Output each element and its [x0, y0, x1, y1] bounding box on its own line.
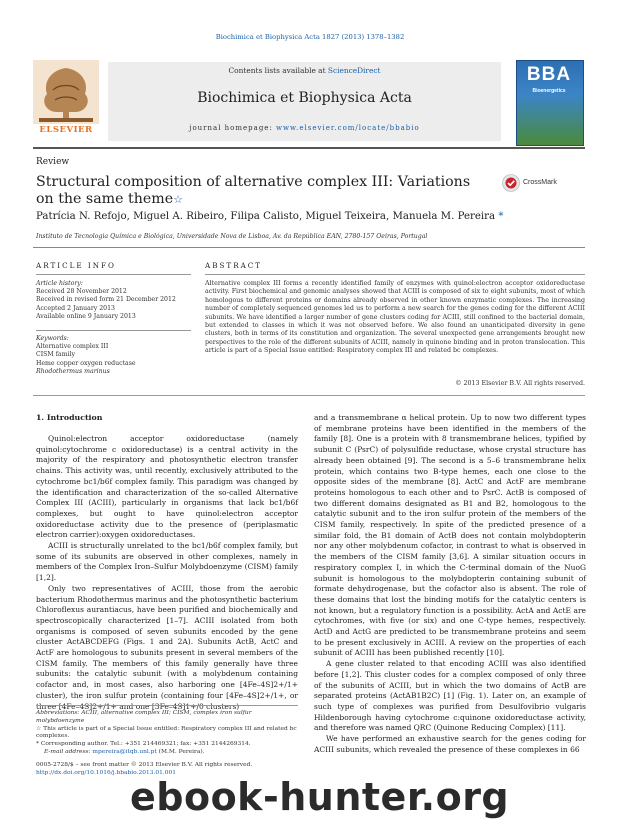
body-column-left — [36, 434, 298, 712]
corresponding-author-note — [36, 741, 298, 749]
history-item: Accepted 2 January 2013 — [36, 304, 115, 312]
body-paragraph: ACIII is structurally unrelated to the bc1/b6f complex family, but some of its subunits are observed in other complexes, namely in members of the Complex Iron–Sulfur Molybdoenzyme (CISM) family [1,2]. — [36, 541, 298, 583]
title-text: Structural composition of alternative complex III: Variations on the same theme — [36, 174, 471, 207]
history-item: Received in revised form 21 December 2012 — [36, 296, 176, 304]
corresponding-author-marker[interactable]: * — [498, 211, 504, 222]
abbreviations-note: Abbreviations: ACIII, alternative complex III; CISM, complex iron sulfur molybdoenzyme — [36, 710, 252, 724]
history-item: Received 28 November 2012 — [36, 288, 127, 296]
issn-line: 0005-2728/$ – see front matter © 2013 Elsevier B.V. All rights reserved. — [36, 762, 253, 768]
author-affiliation: Instituto de Tecnologia Química e Biológica, Universidade Nova de Lisboa, Av. da República EAN, 2780-157 Oeiras, Portugal — [36, 233, 428, 240]
keyword: Heme copper oxygen reductase — [36, 359, 136, 367]
article-section-label: Review — [36, 157, 70, 167]
author-list — [36, 211, 503, 222]
special-issue-text: This article is part of a Special Issue entitled: Respiratory complex III and related bc complexes. — [36, 725, 297, 740]
history-heading: Article history: — [36, 280, 83, 287]
article-history — [36, 280, 196, 321]
sciencedirect-link[interactable]: ScienceDirect — [327, 66, 381, 75]
introduction-heading: 1. Introduction — [36, 413, 103, 422]
footnotes — [36, 710, 298, 757]
article-info-rule — [36, 274, 191, 275]
corresponding-text: Corresponding author. Tel.: +351 214469321; fax: +351 2144269314. — [40, 741, 251, 748]
history-item: Available online 9 January 2013 — [36, 312, 136, 320]
article-title — [36, 174, 486, 208]
header-rule — [33, 147, 585, 149]
body-paragraph: and a transmembrane α helical protein. Up to now two different types of membrane proteins have been identified in the members of the family [8]. One is a protein with 8 transmembrane helices, typified by subunit C (PsrC) of polysulfide reductase, whose crystal structure has already been obtained [9]. The second is a 5–6 transmembrane helix protein, which contains two B-type hemes, each one close to the opposite sides of the membrane [8]. ActC and ActF are membrane proteins homologous to each other and to PsrC. ActB is composed of two different domains designated as B1 and B2, homologous to the catalytic subunit and to the iron sulfur protein of the members of the CISM family, respectively. In spite of the predicted presence of a similar fold, the B1 domain of ActB does not contain molybdopterin nor any other molybdenum cofactor, in contrast to what is observed in the members of the CISM family [3,6]. A similar situation occurs in respiratory complex I, in which the C-terminal domain of the NuoG subunit is homologous to the molybdopterin containing subunit of formate dehydrogenase, but the cofactor also is absent. The role of these domains that lost the binding motifs for the catalytic centers is not known, but a regulatory function is a possibility. ActA and ActE are cytochromes, with five (or six) and one C-type hemes, respectively. ActD and ActG are predicted to be transmembrane proteins and seem to be present exclusively in ACIII. A review on the properties of each subunit of ACIII has been published recently [10]. — [314, 413, 586, 658]
watermark-text: ebook-hunter.org — [130, 775, 510, 819]
email-note — [36, 749, 298, 757]
article-info-heading: ARTICLE INFO — [36, 261, 116, 270]
special-issue-note — [36, 726, 298, 742]
contents-prefix: Contents lists available at — [228, 66, 328, 75]
homepage-prefix: journal homepage: — [189, 124, 277, 132]
email-prefix: E-mail address: — [44, 748, 93, 755]
footnote-star-marker: ☆ — [36, 725, 44, 732]
body-paragraph: A gene cluster related to that encoding ACIII was also identified before [1,2]. This cluster codes for a complex composed of only three of the subunits of ACIII, but in which the two domains of ActB are separated proteins (ActAB1B2C) [1] (Fig. 1). Later on, an example of such type of complexes was purified from Desulfovibrio vulgaris Hildenborough having cytochrome c:quinone oxidoreductase activity, and therefore was named QRC (Quinone Reducing Complex) [11]. — [314, 659, 586, 733]
email-link[interactable]: mpereira@itqb.unl.pt — [92, 748, 157, 755]
body-paragraph: We have performed an exhaustive search for the genes coding for ACIII subunits, which revealed the presence of these complexes in 66 — [314, 734, 586, 754]
cover-title: BBA — [526, 64, 572, 85]
abstract-copyright: © 2013 Elsevier B.V. All rights reserved. — [455, 380, 585, 387]
email-suffix: (M.M. Pereira). — [156, 748, 205, 755]
abstract-text: Alternative complex III forms a recently identified family of enzymes with quinol:electron acceptor oxidoreductase activity. First biochemical and genomic analyses showed that ACIII is composed of six to eight subunits, most of which homologous to different proteins or domains already observed in other known enzymatic complexes. The increasing number of completely sequenced genomes led us to perform a new search for the genes coding for the different ACIII subunits. We have identified a larger number of gene clusters coding for ACIII, still confined to the bacterial domain, but extended to classes in which it was not observed before. We also found an unanticipated diversity in gene clusters, both in terms of its constitution and organization. The several unexpected gene arrangements brought new perspectives to the role of the different subunits of ACIII, namely in quinone binding and in proton translocation. This article is part of a Special Issue entitled: Respiratory complex III and related bc complexes. — [205, 280, 585, 355]
keyword: Rhodothermus marinus — [36, 367, 110, 375]
footnote-rule — [36, 705, 298, 706]
keywords-block — [36, 335, 196, 376]
crossmark-label[interactable]: CrossMark — [523, 179, 557, 186]
abstract-rule — [205, 274, 585, 275]
body-rule — [33, 395, 585, 396]
doi-link[interactable]: http://dx.doi.org/10.1016/j.bbabio.2013.01.001 — [36, 770, 176, 776]
keyword: Alternative complex III — [36, 343, 109, 351]
homepage-link[interactable]: www.elsevier.com/locate/bbabio — [276, 124, 420, 132]
elsevier-tree-logo — [33, 60, 99, 135]
journal-citation[interactable]: Biochimica et Biophysica Acta 1827 (2013) 1378–1382 — [215, 33, 405, 41]
keywords-heading: Keywords: — [36, 335, 69, 342]
journal-homepage — [108, 124, 501, 132]
cover-subtitle: Bioenergetics — [532, 88, 566, 94]
body-column-right — [314, 413, 586, 756]
title-rule — [33, 247, 585, 248]
abstract-heading: ABSTRACT — [205, 261, 263, 270]
contents-line — [108, 66, 501, 75]
journal-name: Biochimica et Biophysica Acta — [197, 90, 412, 106]
title-footnote-marker[interactable]: ☆ — [173, 193, 183, 206]
crossmark-icon[interactable] — [502, 174, 520, 192]
author-names: Patrícia N. Refojo, Miguel A. Ribeiro, Filipa Calisto, Miguel Teixeira, Manuela M. Pereira — [36, 211, 496, 222]
body-paragraph: Only two representatives of ACIII, those from the aerobic bacterium Rhodothermus marinus and the photosynthetic bacterium Chloroflexus aurantiacus, have been purified and biochemically and spectroscopically characterized [1–7]. ACIII isolated from both organisms is composed of seven subunits encoded by the gene cluster ActABCDEFG (Figs. 1 and 2A). Subunits ActB, ActC and ActF are homologous to subunits present in several members of the CISM family. The members of this family generally have three subunits: the catalytic subunit (with a molybdenum containing cofactor and, in most cases, also harboring one [4Fe–4S]2+/1+ cluster), the iron sulfur protein (containing four [4Fe–4S]2+/1+, or three [4Fe–4S]2+/1+ and one [3Fe–4S]1+/0 clusters) — [36, 583, 298, 711]
body-paragraph: Quinol:electron acceptor oxidoreductase (namely quinol:cytochrome c oxidoreductase) is a central activity in the majority of the respiratory and photosynthetic electron transfer chains. This activity was, until recently, exclusively attributed to the cytochrome bc1/b6f complex family. This paradigm was changed by the identification and characterization of the so-called Alternative Complex III (ACIII), particularly in organisms that lack bc1/b6f complexes, but ought to have quinol:electron acceptor oxidoreductase activity due to the presence of (periplasmatic electron carrier):oxygen oxidoreductases. — [36, 434, 298, 540]
keywords-rule — [36, 330, 191, 331]
keyword: CISM family — [36, 351, 76, 359]
elsevier-wordmark: ELSEVIER — [39, 125, 93, 135]
footnote-asterisk-marker: * — [36, 741, 41, 748]
